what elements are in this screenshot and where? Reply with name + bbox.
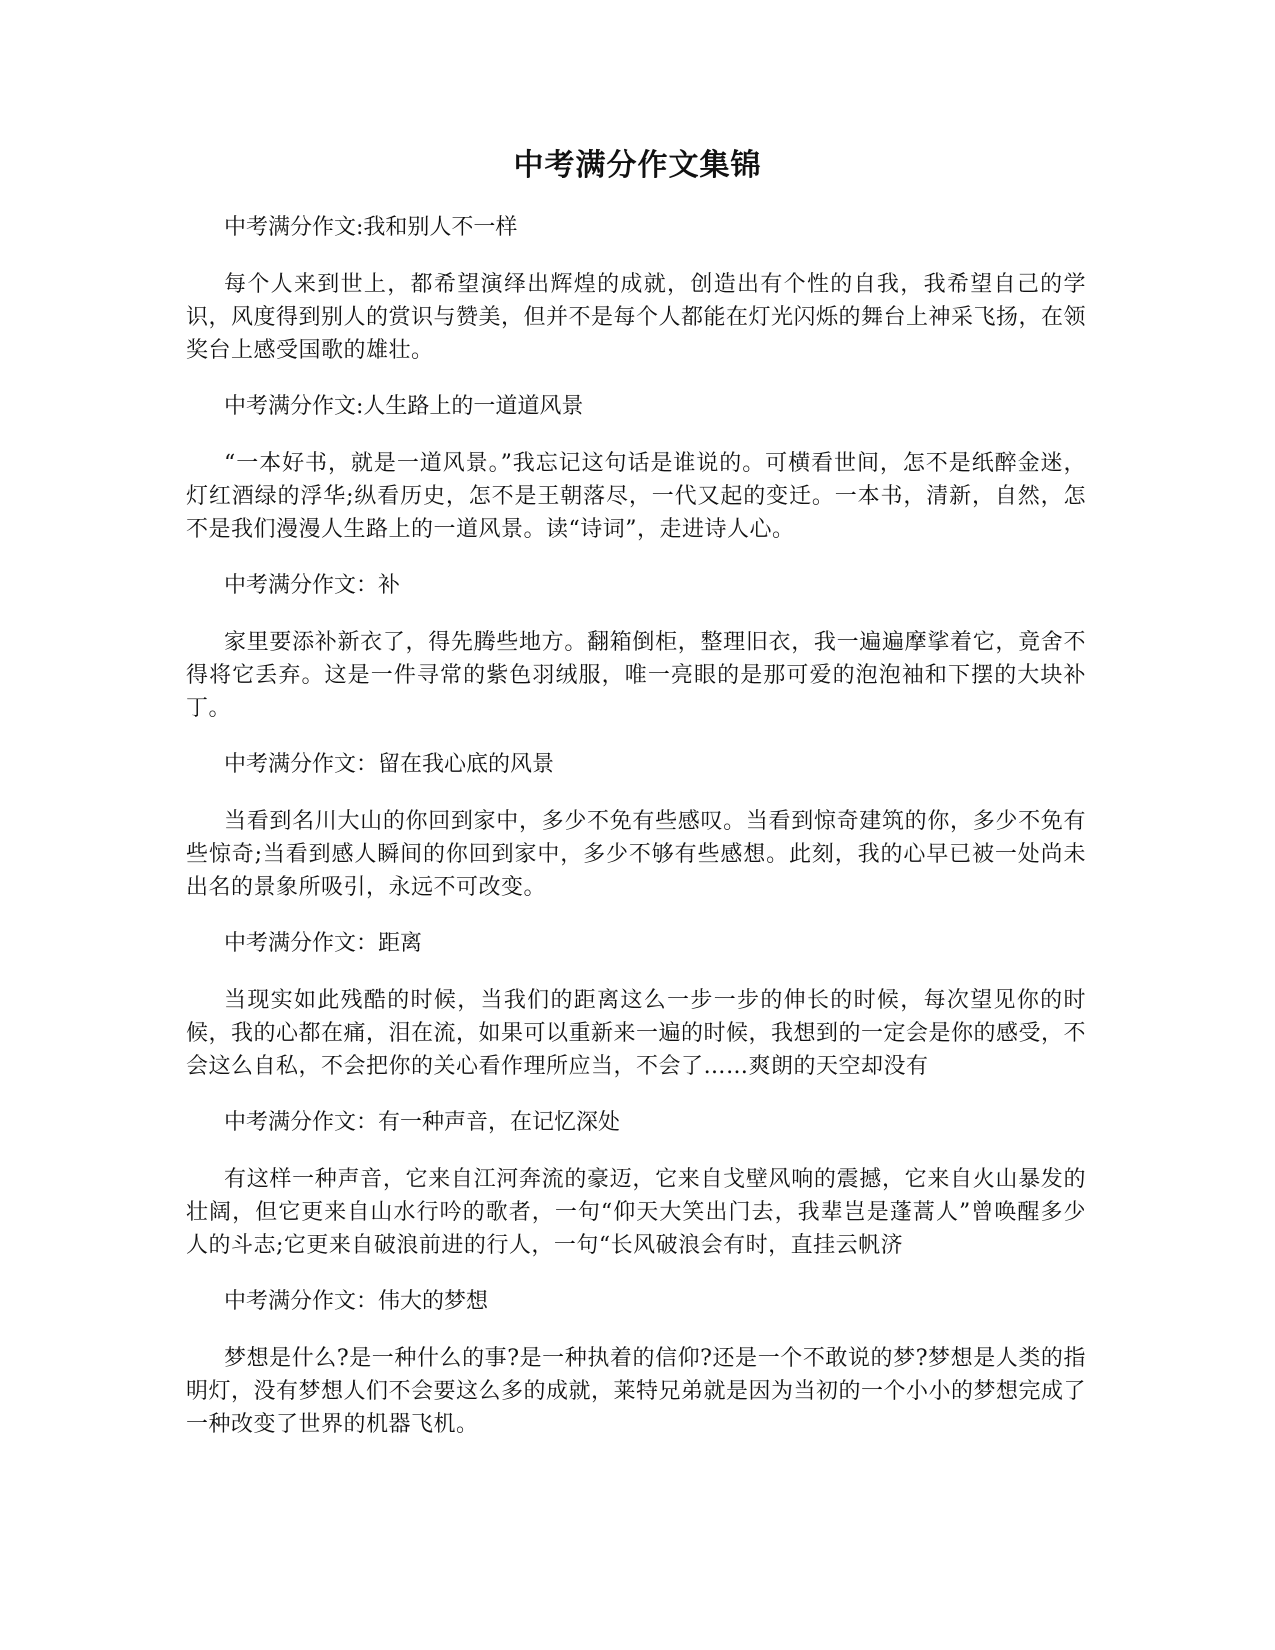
essay-paragraph-7: 梦想是什么?是一种什么的事?是一种执着的信仰?还是一个不敢说的梦?梦想是人类的指明灯，没有梦想人们不会要这么多的成就，莱特兄弟就是因为当初的一个小小的梦想完成了一种改变了世界的机器飞机。: [186, 1346, 1087, 1437]
essay-paragraph-4: 当看到名川大山的你回到家中，多少不免有些感叹。当看到惊奇建筑的你，多少不免有些惊奇;当看到感人瞬间的你回到家中，多少不够有些感想。此刻，我的心早已被一处尚未出名的景象所吸引，永远不可改变。: [186, 809, 1086, 900]
document-content: [186, 212, 1086, 1465]
essay-heading-2: 中考满分作文:人生路上的一道道风景: [224, 394, 584, 419]
essay-paragraph-1: 每个人来到世上，都希望演绎出辉煌的成就，创造出有个性的自我，我希望自己的学识，风度得到别人的赏识与赞美，但并不是每个人都能在灯光闪烁的舞台上神采飞扬，在领奖台上感受国歌的雄壮。: [186, 272, 1087, 363]
essay-heading-1: 中考满分作文:我和别人不一样: [224, 215, 518, 240]
essay-heading-3: 中考满分作文：补: [224, 573, 401, 598]
essay-paragraph-2: “一本好书，就是一道风景。”我忘记这句话是谁说的。可横看世间，怎不是纸醉金迷，灯红酒绿的浮华;纵看历史，怎不是王朝落尽，一代又起的变迁。一本书，清新，自然，怎不是我们漫漫人生路上的一道风景。读“诗词”，走进诗人心。: [186, 451, 1086, 542]
document-title: 中考满分作文集锦: [513, 148, 762, 183]
essay-heading-4: 中考满分作文：留在我心底的风景: [224, 752, 555, 777]
essay-heading-6: 中考满分作文：有一种声音，在记忆深处: [224, 1110, 621, 1135]
essay-paragraph-5: 当现实如此残酷的时候，当我们的距离这么一步一步的伸长的时候，每次望见你的时候，我的心都在痛，泪在流，如果可以重新来一遍的时候，我想到的一定会是你的感受，不会这么自私，不会把你的关心看作理所应当，不会了……爽朗的天空却没有: [186, 988, 1087, 1079]
essay-heading-5: 中考满分作文：距离: [224, 931, 423, 956]
essay-paragraph-3: 家里要添补新衣了，得先腾些地方。翻箱倒柜，整理旧衣，我一遍遍摩挲着它，竟舍不得将它丢弃。这是一件寻常的紫色羽绒服，唯一亮眼的是那可爱的泡泡袖和下摆的大块补丁。: [186, 630, 1086, 721]
essay-heading-7: 中考满分作文：伟大的梦想: [224, 1289, 489, 1314]
essay-paragraph-6: 有这样一种声音，它来自江河奔流的豪迈，它来自戈壁风响的震撼，它来自火山暴发的壮阔，但它更来自山水行吟的歌者，一句“仰天大笑出门去，我辈岂是蓬蒿人”曾唤醒多少人的斗志;它更来自破浪前进的行人，一句“长风破浪会有时，直挂云帆济: [186, 1167, 1086, 1258]
